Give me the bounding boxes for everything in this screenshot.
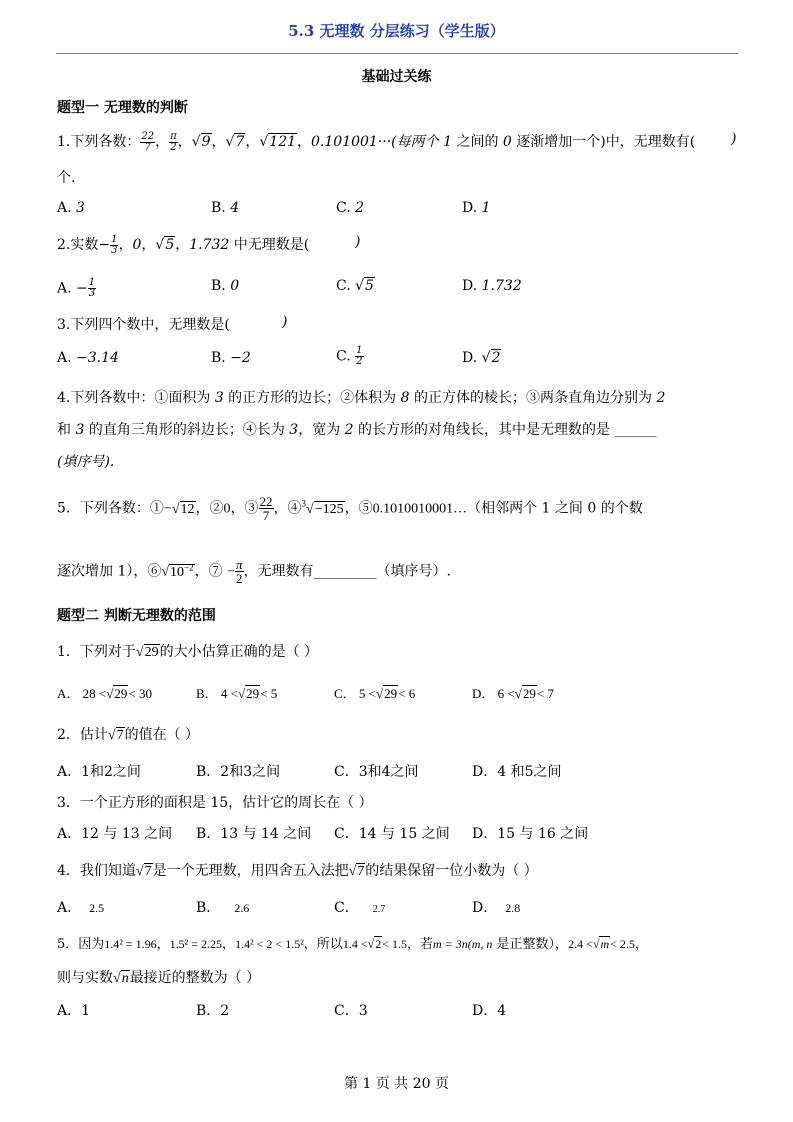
- type2-q5-line1: 5．因为1.4² = 1.96，1.5² = 2.25，1.4² < 2 < 1.5²，所以1.4 <√2< 1.5，若m = 3n(m, n 是正整数），2.4 <√m< 2.5，: [57, 937, 648, 952]
- option-c: C. 2: [336, 200, 365, 216]
- sqrt: √9: [191, 134, 211, 150]
- cube-root: √−125: [306, 501, 344, 517]
- option-d: D． 2.8: [472, 900, 521, 916]
- sqrt: √m: [592, 937, 610, 951]
- type1-q3-stem: 3.下列四个数中，无理数是(: [57, 317, 230, 333]
- type1-q1-stem: 1.下列各数： $\frac{22}{7}$ ， $\frac{\pi}{2}$ ，√9，√7，√121，0.101001···(每两个 1 之间的 0 逐渐增加一个)中，无理数有(: [57, 130, 696, 153]
- sqrt: √2: [481, 350, 501, 366]
- type2-q3-stem: 3．一个正方形的面积是 15，估计它的周长在（ ）: [57, 795, 373, 811]
- type1-heading: 题型一 无理数的判断: [57, 100, 188, 116]
- option-a: A. −3.14: [57, 350, 119, 366]
- sqrt: √n: [113, 971, 129, 986]
- type2-q4-stem: 4．我们知道√7是一个无理数，用四舍五入法把√7的结果保留一位小数为（ ）: [57, 863, 538, 879]
- document-title: 5.3 无理数 分层练习（学生版）: [288, 22, 505, 40]
- fraction: $\frac{22}{7}$: [141, 130, 155, 153]
- option-d: D. √2: [462, 350, 501, 366]
- sqrt: √5: [155, 237, 175, 253]
- sqrt: √29: [376, 686, 398, 701]
- fraction: $\frac{1}{2}$: [356, 345, 363, 367]
- option-d: D．4: [472, 1003, 507, 1019]
- option-d: D. 1: [462, 200, 491, 216]
- fraction: $\frac{1}{3}$: [111, 233, 118, 256]
- fraction: $\frac{22}{7}$: [259, 494, 273, 523]
- sqrt: $√10^{-2}$: [161, 561, 194, 580]
- option-b: B. −2: [211, 350, 251, 366]
- sqrt: √7: [225, 134, 245, 150]
- type1-q4-line2: 和 3 的直角三角形的斜边长；④长为 3，宽为 2 的长方形的对角线长，其中是无理数的是 ______: [57, 422, 657, 438]
- answer-paren: ): [731, 131, 737, 147]
- option-d: D．4 和5之间: [472, 764, 562, 780]
- type1-q1-line2: 个.: [57, 170, 76, 186]
- type1-q4-line1: 4.下列各数中：①面积为 3 的正方形的边长；②体积为 8 的正方体的棱长；③两条直角边分别为 2: [57, 390, 666, 406]
- option-c: C． 5 <√29< 6: [334, 686, 416, 701]
- type2-heading: 题型二 判断无理数的范围: [57, 608, 216, 624]
- option-a: A. 3: [57, 200, 85, 216]
- type2-q5-line2: 则与实数√n最接近的整数为（ ）: [57, 970, 261, 986]
- fraction: $\frac{1}{3}$: [88, 277, 96, 299]
- type1-q5-line1: 5．下列各数：①−√12，②0，③ $\frac{22}{7}$ ，④$^3$√−125，⑤0.1010010001…（相邻两个 1 之间 0 的个数: [57, 494, 643, 523]
- sqrt: √7: [107, 728, 124, 743]
- option-b: B．2: [196, 1003, 230, 1019]
- cube-root-index: 3: [301, 498, 307, 509]
- fraction: $\frac{\pi}{2}$: [235, 557, 243, 586]
- answer-paren: ): [282, 314, 288, 330]
- sqrt: √7: [135, 864, 152, 879]
- type2-q1-stem: 1．下列对于√29的大小估算正确的是（ ）: [57, 644, 319, 660]
- sqrt: √29: [514, 686, 536, 701]
- sqrt: √121: [259, 134, 297, 150]
- option-c: C. √5: [336, 278, 374, 294]
- option-c: C．14 与 15 之间: [334, 826, 450, 842]
- option-b: B. 0: [211, 278, 240, 294]
- option-b: B. 4: [211, 200, 240, 216]
- header-divider: [56, 53, 738, 54]
- option-a: A． 28 <√29< 30: [57, 686, 152, 701]
- option-a: A．1: [57, 1003, 91, 1019]
- sqrt: √29: [106, 686, 128, 701]
- type2-q2-stem: 2．估计√7的值在（ ）: [57, 727, 200, 743]
- option-a: A．12 与 13 之间: [57, 826, 173, 842]
- sqrt: √29: [135, 645, 159, 660]
- sqrt: √29: [238, 686, 260, 701]
- option-a: A． 2.5: [57, 900, 105, 916]
- sqrt: √5: [355, 278, 374, 294]
- option-c: C. $\frac{1}{2}$: [336, 345, 363, 367]
- option-c: C．3: [334, 1003, 368, 1019]
- answer-paren: ): [355, 234, 361, 250]
- page-number: 第 1 页 共 20 页: [344, 1076, 449, 1092]
- option-b: B．13 与 14 之间: [196, 826, 312, 842]
- option-b: B．2和3之间: [196, 764, 281, 780]
- type1-q2-stem: 2.实数− $\frac{1}{3}$ ，0，√5，1.732 中无理数是(: [57, 233, 310, 256]
- section-title: 基础过关练: [361, 69, 432, 85]
- option-a: A. − $\frac{1}{3}$: [57, 277, 96, 299]
- option-d: D．15 与 16 之间: [472, 826, 589, 842]
- sqrt: √12: [171, 501, 195, 517]
- sqrt: √7: [348, 864, 365, 879]
- option-b: B． 2.6: [196, 900, 250, 916]
- option-c: C． 2.7: [334, 900, 386, 916]
- option-c: C．3和4之间: [334, 764, 419, 780]
- option-d: D． 6 <√29< 7: [472, 686, 554, 701]
- option-d: D. 1.732: [462, 278, 522, 294]
- option-a: A．1和2之间: [57, 764, 141, 780]
- fraction: $\frac{\pi}{2}$: [170, 130, 177, 153]
- option-b: B． 4 <√29< 5: [196, 686, 278, 701]
- type1-q4-line3: (填序号).: [57, 454, 115, 470]
- sqrt: √2: [367, 937, 382, 951]
- type1-q5-line2: 逐次增加 1），$⑥√10^{-2}$，⑦ − $\frac{\pi}{2}$ ，无理数有_________（填序号）.: [57, 557, 451, 586]
